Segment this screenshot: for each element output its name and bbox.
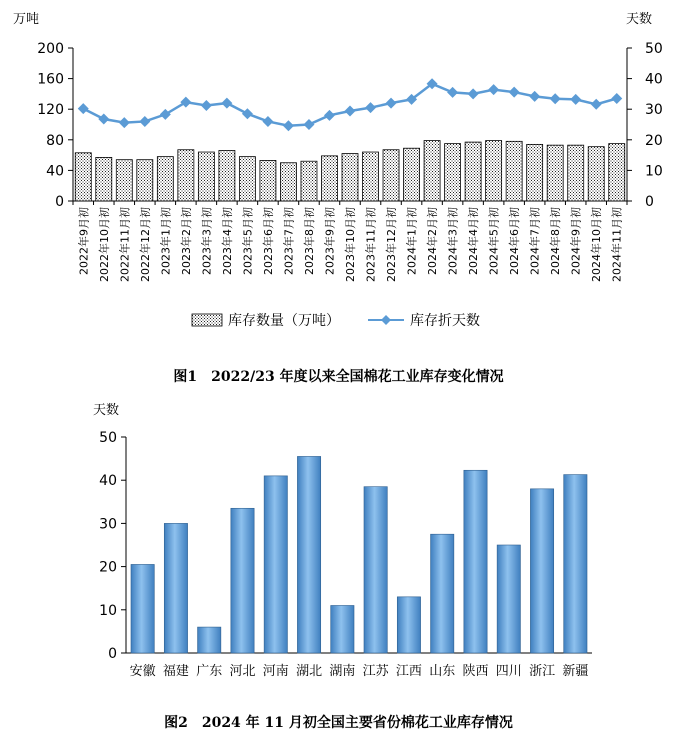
chart1-line-point [550, 93, 561, 104]
chart1-right-axis-unit: 天数 [626, 12, 653, 27]
legend-bar-label: 库存数量（万吨） [228, 313, 340, 329]
chart1-x-tick-label: 2022年9月初 [77, 207, 91, 275]
chart1-line-point [529, 91, 540, 102]
chart1-right-tick-label: 20 [645, 132, 663, 149]
chart1-left-axis-unit: 万吨 [13, 12, 40, 27]
chart1-line-point [447, 87, 458, 98]
chart1-line-point [78, 103, 89, 114]
chart2-bar [530, 489, 553, 653]
chart1-bar [424, 141, 440, 201]
chart1-x-tick-label: 2022年12月初 [138, 207, 152, 282]
chart2-x-tick-label: 山东 [429, 664, 456, 679]
chart1-x-tick-label: 2024年2月初 [426, 207, 440, 275]
chart1-line-point [160, 109, 171, 120]
chart2-bar [131, 564, 154, 653]
chart1-line-point [303, 119, 314, 130]
chart1-series-line [83, 84, 616, 126]
chart1-bar [363, 152, 379, 201]
chart1-x-tick-label: 2023年10月初 [344, 207, 357, 282]
chart1-bar [527, 144, 543, 201]
chart1-bar [198, 152, 214, 201]
chart1-x-tick-label: 2023年12月初 [385, 207, 399, 282]
chart1-bar [280, 163, 296, 201]
chart1-line-point [98, 113, 109, 124]
chart1-line-point [221, 98, 232, 109]
chart2-x-tick-label: 陕西 [462, 664, 489, 679]
chart1-x-tick-label: 2023年1月初 [159, 207, 173, 275]
chart1-x-tick-label: 2024年9月初 [569, 207, 583, 275]
chart1-left-tick-label: 160 [37, 71, 64, 88]
chart2-y-tick-label: 20 [99, 559, 117, 576]
chart1-left-tick-label: 80 [46, 132, 64, 149]
chart1-bar [75, 153, 91, 201]
chart2-bar [464, 470, 487, 653]
chart2-y-tick-label: 30 [99, 516, 117, 533]
chart1-right-tick-label: 0 [645, 194, 654, 210]
chart1-bar [609, 144, 625, 201]
chart1-x-tick-label: 2024年10月初 [590, 207, 604, 282]
chart1-bar [260, 160, 276, 201]
legend-line-label: 库存折天数 [410, 313, 480, 329]
chart1-line-point [180, 97, 191, 108]
chart1-line-point [119, 117, 130, 128]
chart1-x-tick-label: 2024年1月初 [405, 207, 419, 275]
chart1-x-tick-label: 2024年8月初 [549, 207, 563, 275]
chart2 [99, 430, 592, 679]
chart1-legend [192, 312, 480, 329]
chart1-x-tick-label: 2023年2月初 [179, 207, 193, 275]
chart1-bar [321, 156, 337, 201]
chart2-x-tick-label: 福建 [162, 664, 189, 679]
chart1-line-point [345, 106, 356, 117]
chart2-title: 图2 2024 年 11 月初全国主要省份棉花工业库存情况 [164, 715, 513, 731]
chart1-line-point [201, 100, 212, 111]
legend-bar-swatch [192, 314, 222, 326]
chart1-x-tick-label: 2023年11月初 [364, 207, 378, 282]
chart1-line-point [262, 116, 273, 127]
chart1-left-tick-label: 0 [55, 194, 64, 210]
chart2-x-tick-label: 湖南 [329, 664, 356, 679]
chart1-bar [506, 141, 522, 201]
chart1-title: 图1 2022/23 年度以来全国棉花工业库存变化情况 [173, 369, 504, 385]
chart1-line-point [139, 116, 150, 127]
chart2-x-tick-label: 四川 [495, 664, 522, 679]
chart1-x-tick-label: 2024年6月初 [508, 207, 522, 275]
chart1-line-point [324, 110, 335, 121]
chart2-x-tick-label: 广东 [196, 664, 223, 679]
chart1-line-point [591, 99, 602, 110]
chart1-x-tick-label: 2023年4月初 [220, 207, 234, 275]
chart2-bar [397, 597, 420, 653]
chart1-x-tick-label: 2023年7月初 [282, 207, 296, 275]
chart1-bar [465, 142, 481, 201]
chart2-y-tick-label: 0 [108, 646, 117, 662]
chart1-line-point [611, 93, 622, 104]
chart1-bar [178, 150, 194, 201]
chart1-line-point [242, 108, 253, 119]
chart1-bar [116, 160, 132, 201]
chart2-bar [231, 508, 254, 653]
chart2-y-tick-label: 50 [99, 430, 117, 446]
chart2-bar [431, 534, 454, 653]
chart2-bar [331, 605, 354, 653]
chart1-bar [96, 157, 112, 201]
chart2-x-tick-label: 江西 [395, 664, 422, 679]
chart1-left-tick-label: 120 [37, 102, 64, 119]
chart1-bar [486, 141, 502, 201]
chart1-line-point [570, 94, 581, 105]
chart1-x-tick-label: 2023年9月初 [323, 207, 337, 275]
chart2-x-tick-label: 新疆 [562, 664, 589, 679]
chart1-bar [219, 151, 235, 201]
chart2-x-tick-label: 浙江 [529, 664, 556, 679]
chart1-x-tick-label: 2023年8月初 [302, 207, 316, 275]
chart1-x-tick-label: 2024年5月初 [487, 207, 501, 275]
chart1-x-tick-label: 2023年5月初 [241, 207, 255, 275]
chart2-bar [297, 456, 320, 653]
chart1-bar [404, 148, 420, 201]
chart2-bar [497, 545, 520, 653]
chart1-bar [547, 145, 563, 201]
chart1-line-point [386, 98, 397, 109]
chart2-bar [264, 476, 287, 653]
chart1-line-point [283, 120, 294, 131]
chart1-left-tick-label: 200 [37, 41, 64, 57]
chart1-line-point [509, 87, 520, 98]
chart1-line-point [468, 88, 479, 99]
chart1-bar [239, 157, 255, 201]
chart1-line-point [488, 84, 499, 95]
chart2-y-tick-label: 40 [99, 473, 117, 490]
chart1-x-tick-label: 2024年7月初 [528, 207, 542, 275]
chart1-bar [157, 157, 173, 201]
chart2-x-tick-label: 安徽 [129, 664, 156, 679]
chart2-bar [164, 523, 187, 653]
chart1-x-tick-label: 2022年10月初 [97, 207, 111, 282]
chart1-right-tick-label: 40 [645, 71, 663, 88]
chart1-x-tick-label: 2024年4月初 [467, 206, 481, 275]
chart1-bar [445, 144, 461, 201]
chart1-x-tick-label: 2022年11月初 [118, 207, 132, 282]
chart1-x-tick-label: 2024年3月初 [446, 207, 460, 275]
chart1-bar [137, 160, 153, 201]
chart1-right-tick-label: 50 [645, 41, 663, 57]
chart2-x-tick-label: 江苏 [362, 664, 389, 679]
chart1-line-point [365, 102, 376, 113]
chart2-axis-unit: 天数 [93, 403, 120, 418]
chart2-y-tick-label: 10 [99, 602, 117, 619]
chart1-bar [383, 150, 399, 201]
chart1-bar [588, 147, 604, 201]
chart1-left-tick-label: 40 [46, 163, 64, 180]
chart2-x-tick-label: 河北 [229, 664, 256, 679]
chart1-x-tick-label: 2024年11月初 [610, 207, 624, 282]
chart2-bar [198, 627, 221, 653]
chart1-x-tick-label: 2023年3月初 [200, 206, 214, 275]
chart2-bar [564, 475, 587, 653]
chart2-x-tick-label: 湖北 [296, 664, 323, 679]
chart1-x-tick-label: 2023年6月初 [261, 207, 275, 275]
chart1-right-tick-label: 30 [645, 102, 663, 119]
chart1-bar [568, 145, 584, 201]
chart1-right-tick-label: 10 [645, 163, 663, 180]
chart2-x-tick-label: 河南 [262, 664, 289, 679]
chart2-bar [364, 487, 387, 653]
chart1-bar [342, 154, 358, 201]
legend-diamond-marker [381, 315, 391, 325]
chart1-bar [301, 161, 317, 201]
chart1 [37, 41, 663, 282]
